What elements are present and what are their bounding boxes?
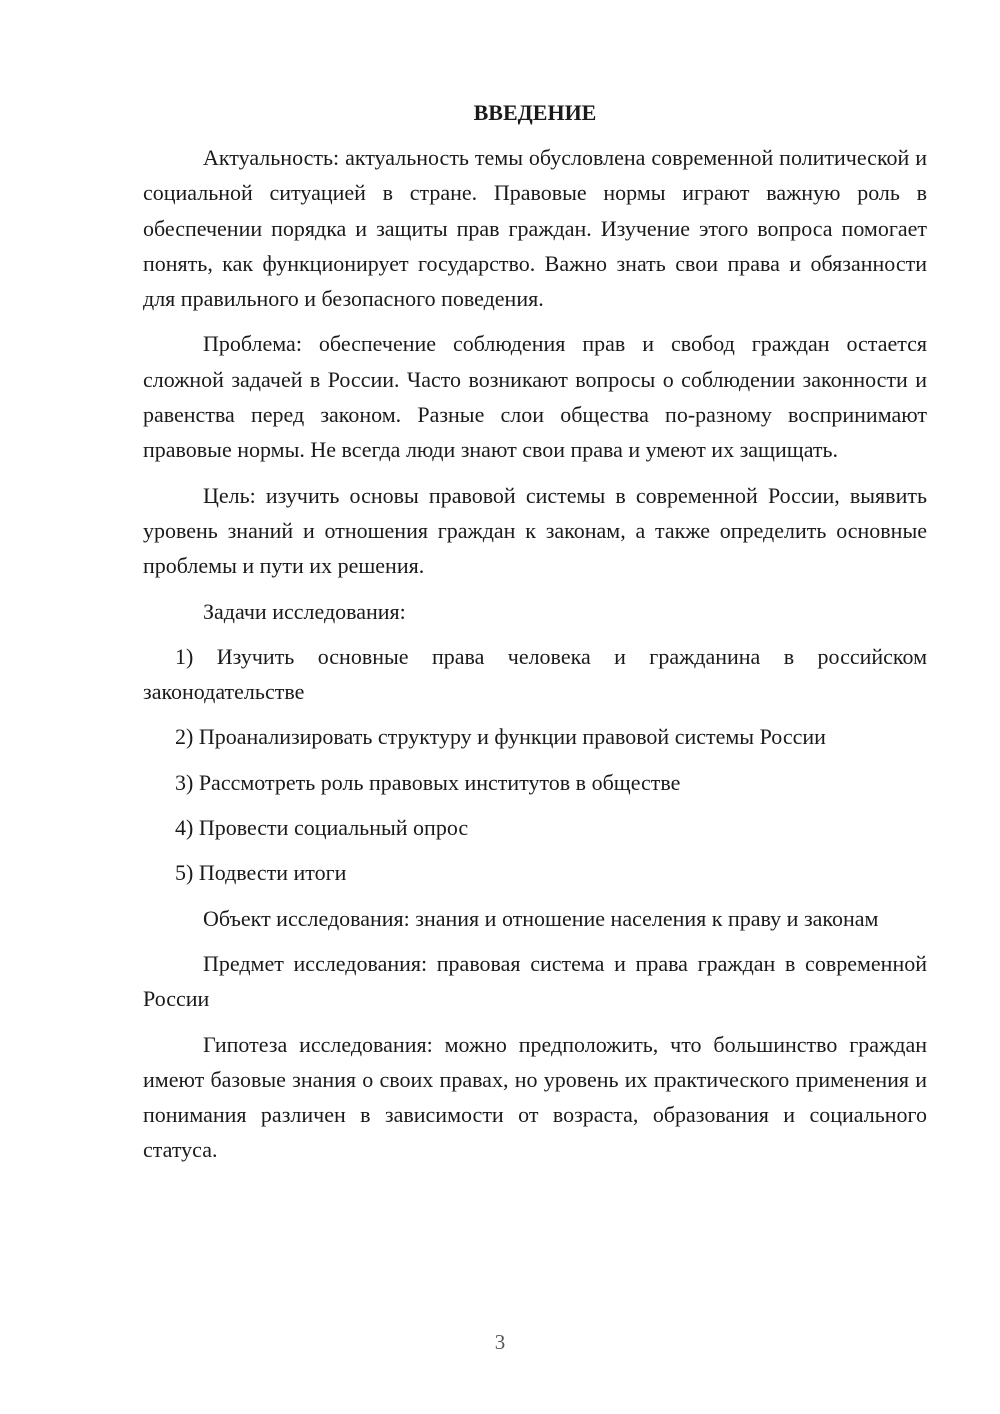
task-item: 5) Подвести итоги [175, 860, 347, 886]
hypothesis-paragraph: Гипотеза исследования: можно предположить, что большинство граждан имеют базовые знания о своих правах, но уровень их практического применения и понимания различен в зависимости от возраста, образования и социального статуса. [143, 1031, 927, 1163]
problem-paragraph: Проблема: обеспечение соблюдения прав и свобод граждан остается сложной задачей в России. Часто возникают вопросы о соблюдении законности и равенства перед законом. Разные слои общества по-разному воспринимают правовые нормы. Не всегда люди знают свои права и умеют их защищать. [143, 331, 927, 463]
page-number: 3 [494, 1330, 506, 1354]
tasks-heading: Задачи исследования: [203, 598, 406, 624]
document-page [143, 95, 927, 1178]
tasks-list [143, 639, 927, 891]
task-item: 3) Рассмотреть роль правовых институтов в обществе [175, 769, 681, 795]
task-item: 2) Проанализировать структуру и функции правовой системы России [175, 724, 826, 750]
task-item: 1) Изучить основные права человека и гражданина в российском законодательстве [143, 643, 927, 705]
page-title: ВВЕДЕНИЕ [473, 100, 597, 125]
task-item: 4) Провести социальный опрос [175, 815, 469, 841]
goal-paragraph: Цель: изучить основы правовой системы в современной России, выявить уровень знаний и отношения граждан к законам, а также определить основные проблемы и пути их решения. [143, 482, 927, 579]
relevance-paragraph: Актуальность: актуальность темы обусловлена современной политической и социальной ситуацией в стране. Правовые нормы играют важную роль в обеспечении порядка и защиты прав граждан. Изучение этого вопроса помогает понять, как функционирует государство. Важно знать свои права и обязанности для правильного и безопасного поведения. [143, 145, 927, 312]
object-paragraph: Объект исследования: знания и отношение населения к праву и законам [203, 905, 879, 931]
subject-paragraph: Предмет исследования: правовая система и права граждан в современной России [143, 950, 927, 1012]
